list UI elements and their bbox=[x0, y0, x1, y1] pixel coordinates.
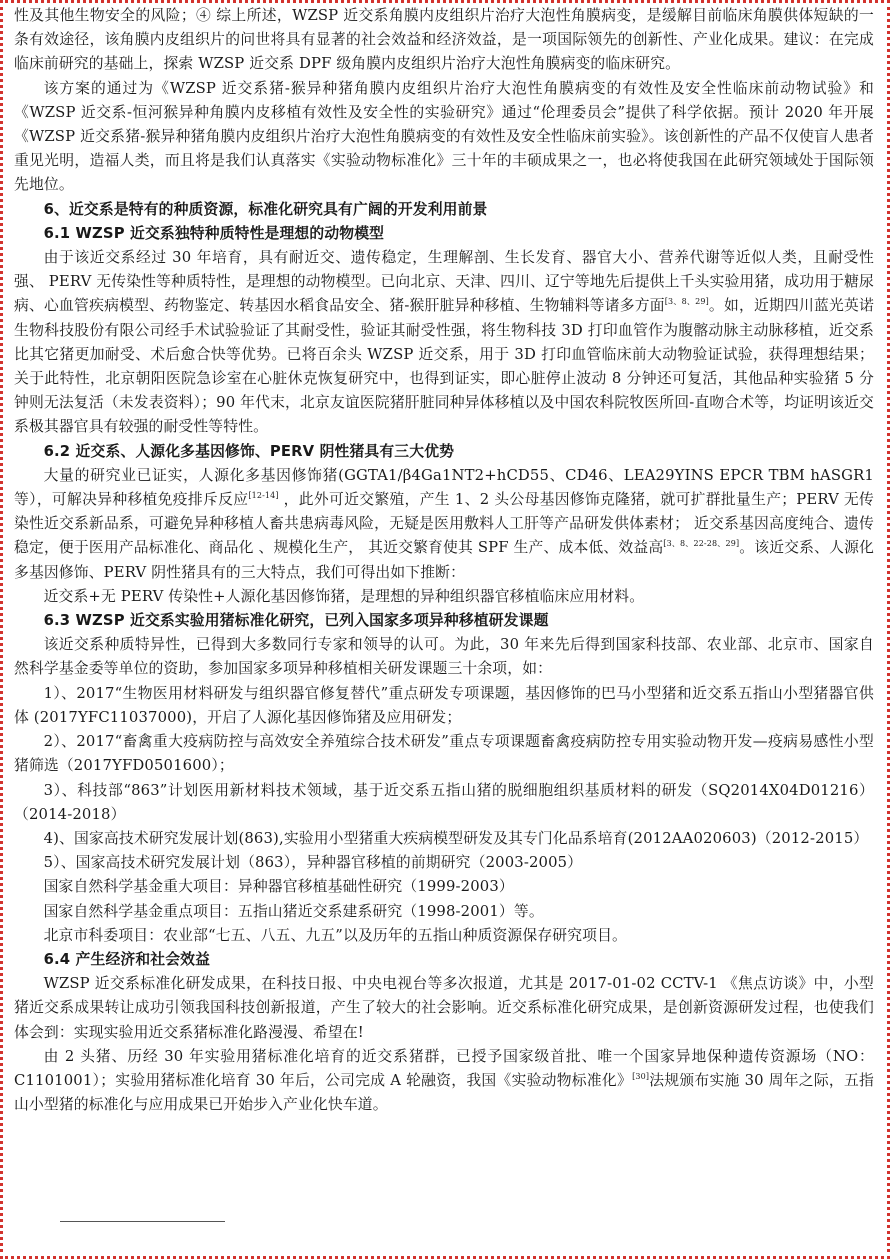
project-item-6: 国家自然科学基金重大项目：异种器官移植基础性研究（1999-2003） bbox=[43, 878, 514, 896]
project-item-3: 3）、科技部“863”计划医用新材料技术领域，基于近交系五指山猪的脱细胞组织基质材料的研发（SQ2014X04D01216）（2014-2018） bbox=[14, 781, 874, 823]
citation: [12-14] bbox=[248, 491, 279, 501]
paragraph-three-advantages: 大量的研究业已证实，人源化多基因修饰猪(GGTA1/β4Ga1NT2+hCD55、CD46、LEA29YINS EPCR TBM hASGR1 等），可解决异种移植免疫排斥反应[12-14] ，此外可近交繁殖，产生 1、2 头公母基因修饰克隆猪，就可扩群批量生产；PERV 无传染性近交系新品系，可避免异种移植人畜共患病毒风险，无疑是医用敷料人工肝等产品研发供体素材； 近交系基因高度纯合、遗传稳定，便于医用产品标准化、商品化 、规模化生产， 其近交繁育使其 SPF 生产、成本低、效益高[3、8、22-28、29]。该近交系、人源化多基因修饰、PERV 阴性猪具有的三大特点，我们可得出如下推断： bbox=[14, 466, 875, 581]
project-item-7: 国家自然科学基金重点项目：五指山猪近交系建系研究（1998-2001）等。 bbox=[43, 902, 544, 920]
citation: [3、8、29] bbox=[664, 297, 709, 307]
paragraph-corneal-summary: 性及其他生物安全的风险；④ 综上所述，WZSP 近交系角膜内皮组织片治疗大泡性角膜病变，是缓解目前临床角膜供体短缺的一条有效途径，该角膜内皮组织片的问世将具有显著的社会效益和经济效益，是一项国际领先的创新性、产业化成果。建议：在完成临床前研究的基础上，探索 WZSP 近交系 DPF 级角膜内皮组织片治疗大泡性角膜病变的临床研究。 bbox=[14, 7, 874, 73]
subsection-heading-6-4: 6.4 产生经济和社会效益 bbox=[43, 950, 211, 968]
project-item-5: 5）、国家高技术研究发展计划（863），异种器官移植的前期研究（2003-2005） bbox=[43, 854, 583, 872]
project-item-2: 2）、2017“畜禽重大疫病防控与高效安全养殖综合技术研发”重点专项课题畜禽疫病防控专用实验动物开发—疫病易感性小型猪筛选（2017YFD0501600）； bbox=[14, 733, 874, 775]
paragraph-funding: 该近交系种质特异性，已得到大多数同行专家和领导的认可。为此，30 年来先后得到国家科技部、农业部、北京市、国家自然科学基金委等单位的资助，参加国家多项异种移植相关研发课题三十余项，如： bbox=[14, 636, 874, 678]
paragraph-economic-results: 由 2 头猪、历经 30 年实验用猪标准化培育的近交系猪群，已授予国家级首批、唯一个国家异地保种遗传资源场（NO：C1101001）；实验用猪标准化培育 30 年后，公司完成 A 轮融资，我国《实验动物标准化》[30]法规颁布实施 30 周年之际，五指山小型猪的标准化与应用成果已开始步入产业化快车道。 bbox=[14, 1047, 874, 1114]
project-item-1: 1）、2017“生物医用材料研发与组织器官修复替代”重点研发专项课题，基因修饰的巴马小型猪和近交系五指山小型猪器官供体 (2017YFC11037000)，开启了人源化基因修饰猪及应用研发； bbox=[14, 684, 874, 726]
footnote-separator bbox=[60, 1221, 225, 1222]
subsection-heading-6-2: 6.2 近交系、人源化多基因修饰、PERV 阴性猪具有三大优势 bbox=[43, 442, 455, 460]
project-item-8: 北京市科委项目：农业部“七五、八五、九五”以及历年的五指山种质资源保存研究项目。 bbox=[43, 926, 628, 944]
citation: [30] bbox=[632, 1072, 650, 1082]
paragraph-social-impact: WZSP 近交系标准化研发成果，在科技日报、中央电视台等多次报道，尤其是 2017-01-02 CCTV-1 《焦点访谈》中，小型猪近交系成果转让成功引领我国科技创新报道，产生了较大的社会影响。近交系标准化研究成果，是创新资源研发过程，也使我们体会到：实现实验用近交系猪标准化路漫漫、希望在! bbox=[14, 975, 874, 1041]
paragraph-animal-model: 由于该近交系经过 30 年培育，具有耐近交、遗传稳定，生理解剖、生长发育、器官大小、营养代谢等近似人类，且耐受性强、 PERV 无传染性等种质特性，是理想的动物模型。已向北京、天津、四川、辽宁等地先后提供上千头实验用猪，成功用于糖尿病、心血管疾病模型、药物鉴定、转基因水稻食品安全、猪-猴肝脏异种移植、生物辅料等诸多方面[3、8、29]。如，近期四川蓝光英诺生物科技股份有限公司经手术试验验证了其耐受性，验证其耐受性强，将生物科技 3D 打印血管作为腹髂动脉主动脉移植，近交系比其它猪更加耐受、术后愈合快等优势。已将百余头 WZSP 近交系，用于 3D 打印血管临床前大动物验证试验，获得理想结果；关于此特性，北京朝阳医院急诊室在心脏休克恢复研究中，也得到证实，即心脏停止波动 8 分钟还可复活，其他品种实验猪 5 分钟则无法复活（未发表资料）；90 年代末，北京友谊医院猪肝脏同种异体移植以及中国农科院牧医所回-直吻合术等，均证明该近交系极其器官具有较强的耐受性等特性。 bbox=[14, 249, 875, 436]
paragraph-inference: 近交系+无 PERV 传染性+人源化基因修饰猪，是理想的异种组织器官移植临床应用材料。 bbox=[43, 587, 645, 605]
citation: [3、8、22-28、29] bbox=[663, 539, 740, 549]
section-heading-6: 6、近交系是特有的种质资源，标准化研究具有广阔的开发利用前景 bbox=[43, 200, 488, 218]
subsection-heading-6-3: 6.3 WZSP 近交系实验用猪标准化研究，已列入国家多项异种移植研发课题 bbox=[43, 612, 549, 630]
subsection-heading-6-1: 6.1 WZSP 近交系独特种质特性是理想的动物模型 bbox=[43, 224, 385, 242]
project-item-4: 4)、国家高技术研究发展计划(863),实验用小型猪重大疾病模型研发及其专门化品系培育(2012AA020603)（2012-2015） bbox=[43, 829, 869, 847]
document-body bbox=[14, 4, 874, 1117]
paragraph-ethics-approval: 该方案的通过为《WZSP 近交系猪-猴异种猪角膜内皮组织片治疗大泡性角膜病变的有效性及安全性临床前动物试验》和《WZSP 近交系-恒河猴异种角膜内皮移植有效性及安全性的实验研究》通过“伦理委员会”提供了科学依据。预计 2020 年开展《WZSP 近交系猪-猴异种猪角膜内皮组织片治疗大泡性角膜病变的有效性及安全性临床前实验》。该创新性的产品不仅使盲人患者重见光明，造福人类，而且将是我们认真落实《实验动物标准化》三十年的丰硕成果之一，也必将使我国在此研究领域处于国际领先地位。 bbox=[14, 79, 874, 194]
